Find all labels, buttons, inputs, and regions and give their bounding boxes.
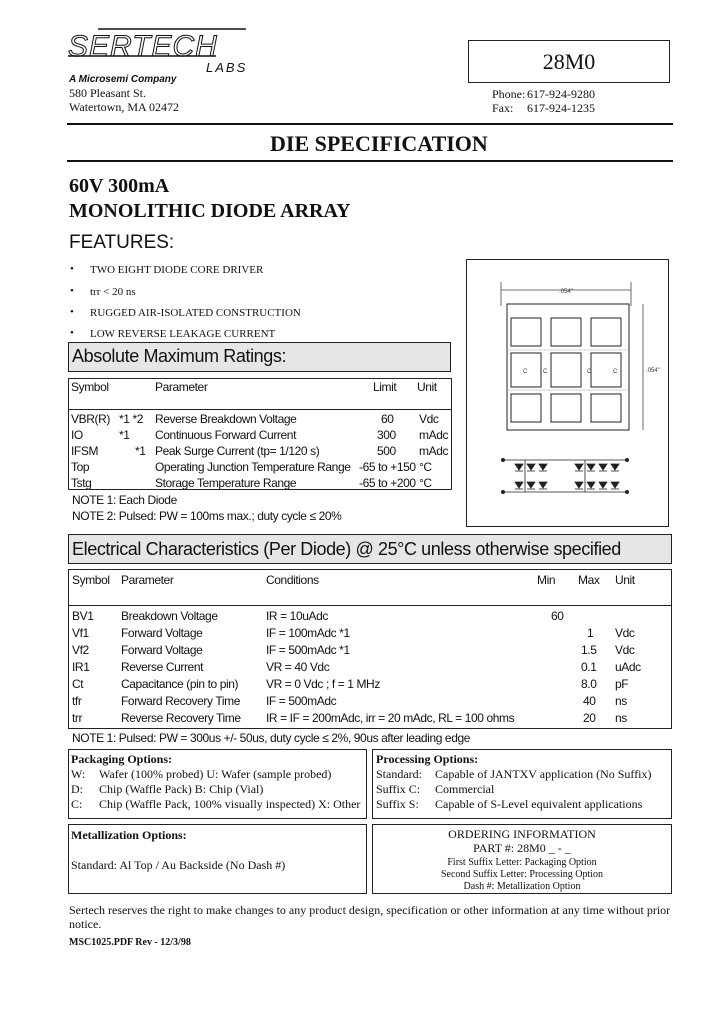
company-logo <box>68 26 258 81</box>
processing-text: Commercial <box>435 782 495 796</box>
abs-max-limit: 300 <box>377 428 396 442</box>
processing-text: Capable of S-Level equivalent applications <box>435 797 643 811</box>
die-diagram <box>466 259 669 527</box>
width-dimension: .054" <box>559 289 573 295</box>
elec-parameter: Reverse Recovery Time <box>121 711 241 725</box>
fax-number: 617-924-1235 <box>527 101 595 115</box>
abs-max-note-2: NOTE 2: Pulsed: PW = 100ms max.; duty cycle ≤ 20% <box>72 509 342 523</box>
electrical-table <box>68 569 672 729</box>
packaging-text: Chip (Waffle Pack) B: Chip (Vial) <box>99 782 264 796</box>
abs-max-limit: -65 to +150 <box>359 460 416 474</box>
ordering-part-template: PART #: 28M0 _ - _ <box>473 841 571 855</box>
bullet-icon: • <box>70 306 74 318</box>
elec-conditions: IR = IF = 200mAdc, irr = 20 mAdc, RL = 100 ohms <box>266 711 515 725</box>
abs-max-limit: -65 to +200 <box>359 476 416 490</box>
bullet-icon: • <box>70 327 74 339</box>
elec-conditions: VR = 0 Vdc ; f = 1 MHz <box>266 677 380 691</box>
abs-max-unit: mAdc <box>419 444 449 458</box>
ordering-info-box <box>372 824 672 894</box>
abs-max-symbol: IO <box>71 428 83 442</box>
abs-max-unit: °C <box>419 476 432 490</box>
elec-symbol: Vf1 <box>72 626 89 640</box>
ordering-heading: ORDERING INFORMATION <box>448 827 596 841</box>
bullet-icon: • <box>70 285 74 297</box>
feature-item: trr < 20 ns <box>90 286 136 298</box>
abs-max-parameter: Operating Junction Temperature Range <box>155 460 351 474</box>
table-divider <box>69 605 671 606</box>
electrical-heading-bar <box>68 534 672 564</box>
abs-max-symbol: Top <box>71 460 90 474</box>
abs-max-unit: Vdc <box>419 412 439 426</box>
elec-conditions: IF = 100mAdc *1 <box>266 626 350 640</box>
table-divider <box>69 409 451 410</box>
elec-parameter: Capacitance (pin to pin) <box>121 677 239 691</box>
col-header-unit: Unit <box>615 573 635 587</box>
elec-unit: Vdc <box>615 643 635 657</box>
abs-max-unit: °C <box>419 460 432 474</box>
elec-unit: ns <box>615 711 627 725</box>
elec-conditions: IF = 500mAdc *1 <box>266 643 350 657</box>
elec-parameter: Reverse Current <box>121 660 204 674</box>
packaging-text: Chip (Waffle Pack, 100% visually inspected) X: Other <box>99 797 361 811</box>
abs-max-symbol: IFSM <box>71 444 99 458</box>
die-outline <box>507 304 629 430</box>
processing-heading: Processing Options: <box>376 752 479 766</box>
col-header-unit: Unit <box>417 380 437 394</box>
elec-symbol: tfr <box>72 694 82 708</box>
abs-max-note-1: NOTE 1: Each Diode <box>72 493 177 507</box>
abs-max-note: *1 <box>119 428 130 442</box>
col-header-max: Max <box>578 573 600 587</box>
abs-max-parameter: Continuous Forward Current <box>155 428 297 442</box>
elec-max: 20 <box>583 711 596 725</box>
packaging-code: D: <box>71 782 83 796</box>
col-header-limit: Limit <box>373 380 397 394</box>
processing-options-box <box>372 749 672 819</box>
elec-symbol: Vf2 <box>72 643 89 657</box>
elec-max: 0.1 <box>581 660 597 674</box>
ordering-line: First Suffix Letter: Packaging Option <box>447 857 597 868</box>
abs-max-limit: 60 <box>381 412 394 426</box>
abs-max-parameter: Storage Temperature Range <box>155 476 297 490</box>
address-line-2: Watertown, MA 02472 <box>69 100 180 114</box>
page-title: DIE SPECIFICATION <box>270 131 488 156</box>
elec-max: 1 <box>587 626 594 640</box>
metallization-text: Standard: Al Top / Au Backside (No Dash #) <box>71 858 286 872</box>
electrical-heading: Electrical Characteristics (Per Diode) @ 25°C unless otherwise specified <box>72 539 621 559</box>
abs-max-symbol: Tstg <box>71 476 92 490</box>
col-header-symbol: Symbol <box>71 380 109 394</box>
features-heading: FEATURES: <box>69 232 175 253</box>
metallization-options-box <box>68 824 367 894</box>
col-header-min: Min <box>537 573 556 587</box>
elec-symbol: IR1 <box>72 660 90 674</box>
elec-parameter: Breakdown Voltage <box>121 609 218 623</box>
abs-max-table <box>68 378 452 490</box>
fax-label: Fax: <box>492 101 514 115</box>
packaging-heading: Packaging Options: <box>71 752 173 766</box>
phone-number: 617-924-9280 <box>527 87 595 101</box>
metallization-heading: Metallization Options: <box>71 828 187 842</box>
logo-subtext: LABS <box>206 60 248 75</box>
electrical-note: NOTE 1: Pulsed: PW = 300us +/- 50us, duty cycle ≤ 2%, 90us after leading edge <box>72 731 471 745</box>
phone-label: Phone: <box>492 87 526 101</box>
ordering-line: Second Suffix Letter: Processing Option <box>440 869 604 880</box>
elec-symbol: BV1 <box>72 609 94 623</box>
logo-wordmark: SERTECH <box>68 30 218 63</box>
company-tagline: A Microsemi Company <box>69 74 177 85</box>
elec-conditions: VR = 40 Vdc <box>266 660 330 674</box>
packaging-text: Wafer (100% probed) U: Wafer (sample probed) <box>99 767 332 781</box>
abs-max-heading: Absolute Maximum Ratings: <box>72 346 287 366</box>
col-header-parameter: Parameter <box>155 380 208 394</box>
feature-item: LOW REVERSE LEAKAGE CURRENT <box>90 328 276 340</box>
elec-parameter: Forward Voltage <box>121 626 203 640</box>
elec-parameter: Forward Voltage <box>121 643 203 657</box>
bullet-icon: • <box>70 263 74 275</box>
part-number-box <box>468 40 670 83</box>
processing-text: Capable of JANTXV application (No Suffix) <box>435 767 652 781</box>
abs-max-parameter: Peak Surge Current (tp= 1/120 s) <box>155 444 320 458</box>
part-number: 28M0 <box>542 49 596 74</box>
feature-item: TWO EIGHT DIODE CORE DRIVER <box>90 264 264 276</box>
title-divider <box>67 160 673 162</box>
address-line-1: 580 Pleasant St. <box>69 86 146 100</box>
col-header-symbol: Symbol <box>72 573 110 587</box>
pad-label: C <box>543 369 548 375</box>
elec-parameter: Forward Recovery Time <box>121 694 240 708</box>
elec-symbol: trr <box>72 711 83 725</box>
packaging-code: C: <box>71 797 83 811</box>
elec-unit: pF <box>615 677 629 691</box>
product-rating: 60V 300mA <box>69 175 170 197</box>
product-name: MONOLITHIC DIODE ARRAY <box>69 200 351 222</box>
elec-max: 40 <box>583 694 596 708</box>
elec-conditions: IF = 500mAdc <box>266 694 337 708</box>
elec-min: 60 <box>551 609 564 623</box>
abs-max-unit: mAdc <box>419 428 449 442</box>
header-divider <box>67 123 673 125</box>
packaging-options-box <box>68 749 367 819</box>
abs-max-symbol: VBR(R) <box>71 412 110 426</box>
pad-label: C <box>613 369 618 375</box>
abs-max-heading-bar <box>68 342 451 372</box>
elec-symbol: Ct <box>72 677 84 691</box>
packaging-code: W: <box>71 767 86 781</box>
processing-code: Suffix C: <box>376 782 421 796</box>
processing-code: Standard: <box>376 767 422 781</box>
elec-max: 1.5 <box>581 643 597 657</box>
disclaimer-line-1: Sertech reserves the right to make changes to any product design, specification or other information at any time without prior <box>69 903 671 917</box>
height-dimension: .054" <box>646 368 660 374</box>
col-header-parameter: Parameter <box>121 573 174 587</box>
elec-max: 8.0 <box>581 677 597 691</box>
pad-label: C <box>523 369 528 375</box>
abs-max-limit: 500 <box>377 444 396 458</box>
processing-code: Suffix S: <box>376 797 419 811</box>
elec-unit: uAdc <box>615 660 641 674</box>
pad-label: C <box>587 369 592 375</box>
elec-unit: Vdc <box>615 626 635 640</box>
abs-max-note: *1 *2 <box>119 412 144 426</box>
disclaimer-line-2: notice. <box>69 917 102 931</box>
feature-item: RUGGED AIR-ISOLATED CONSTRUCTION <box>90 307 301 319</box>
ordering-line: Dash #: Metallization Option <box>463 881 581 892</box>
elec-conditions: IR = 10uAdc <box>266 609 328 623</box>
elec-unit: ns <box>615 694 627 708</box>
abs-max-parameter: Reverse Breakdown Voltage <box>155 412 297 426</box>
col-header-conditions: Conditions <box>266 573 319 587</box>
abs-max-note: *1 <box>135 444 146 458</box>
document-revision: MSC1025.PDF Rev - 12/3/98 <box>69 937 191 948</box>
diode-schematic <box>501 458 628 493</box>
